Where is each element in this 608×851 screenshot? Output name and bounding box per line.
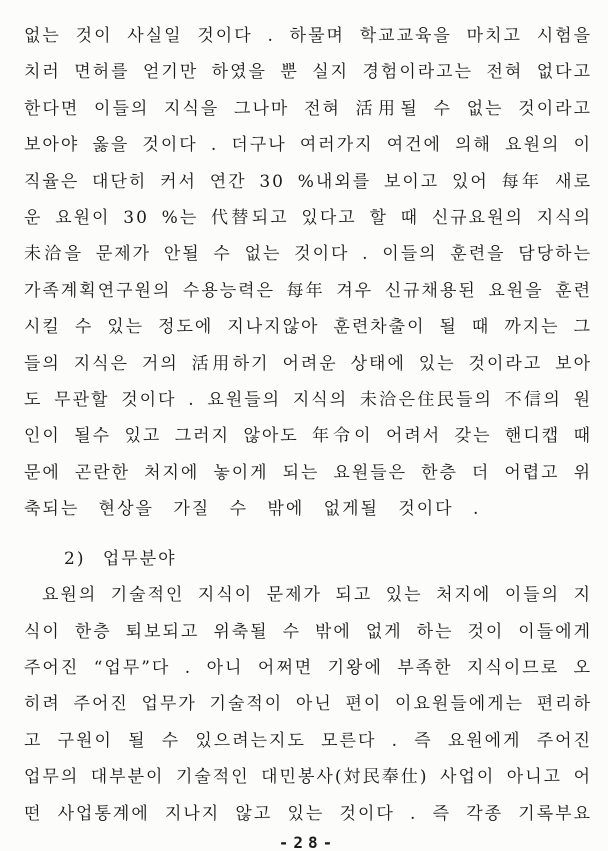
page-number: -28- bbox=[278, 832, 338, 851]
text-line: 들의 지식은 거의 活用하기 어려운 상태에 있는 것이라고 보아 bbox=[24, 353, 592, 374]
text-line: 히려 주어진 업무가 기술적이 아닌 편이 이요원들에게는 편리하 bbox=[24, 694, 592, 715]
paragraph-2 bbox=[24, 577, 592, 832]
text-line: 치러 면허를 얻기만 하였을 뿐 실지 경험이라고는 전혀 없다고 bbox=[24, 62, 592, 83]
text-line: 도 무관할 것이다 . 요원들의 지식의 未洽은住民들의 不信의 원 bbox=[24, 390, 592, 411]
text-line: 운 요원이 30 %는 代替되고 있다고 할 때 신규요원의 지식의 bbox=[24, 208, 592, 229]
text-line: 인이 될수 있고 그러지 않아도 年令이 어려서 갖는 핸디캡 때 bbox=[24, 426, 592, 447]
text-line: 축되는 현상을 가질 수 밖에 없게될 것이다 . bbox=[24, 499, 481, 520]
text-line: 요원의 기술적인 지식이 문제가 되고 있는 처지에 이들의 지 bbox=[42, 585, 592, 606]
text-line: 보아야 옳을 것이다 . 더구나 여러가지 여건에 의해 요원의 이 bbox=[24, 135, 592, 156]
text-line: 떤 사업통계에 지나지 않고 있는 것이다 . 즉 각종 기록부요 bbox=[24, 803, 592, 824]
text-line: 시킬 수 있는 정도에 지나지않아 훈련차출이 될 때 까지는 그 bbox=[24, 317, 592, 338]
text-line: 未洽을 문제가 안될 수 없는 것이다 . 이들의 훈련을 담당하는 bbox=[24, 244, 592, 265]
text-line: 식이 한층 퇴보되고 위축될 수 밖에 없게 하는 것이 이들에게 bbox=[24, 621, 592, 642]
text-line: 주어진 “업무”다 . 아니 어쩌면 기왕에 부족한 지식이므로 오 bbox=[24, 657, 592, 678]
section-heading: 2) 업무분야 bbox=[64, 548, 177, 569]
text-line: 없는 것이 사실일 것이다 . 하물며 학교교육을 마치고 시험을 bbox=[24, 26, 592, 46]
text-line: 가족계획연구원의 수용능력은 每年 겨우 신규채용된 요원을 훈련 bbox=[24, 280, 592, 301]
text-line: 한다면 이들의 지식을 그나마 전혀 活用될 수 없는 것이라고 bbox=[24, 98, 592, 119]
text-line: 업무의 대부분이 기술적인 대민봉사(対民奉仕) 사업이 아니고 어 bbox=[24, 767, 592, 788]
paragraph-1 bbox=[24, 18, 592, 528]
text-line: 고 구원이 될 수 있으려는지도 모른다 . 즉 요원에게 주어진 bbox=[24, 730, 592, 751]
text-line: 직율은 대단히 커서 연간 30 %내외를 보이고 있어 每年 새로 bbox=[24, 171, 592, 192]
text-line: 문에 곤란한 처지에 놓이게 되는 요원들은 한층 더 어렵고 위 bbox=[24, 462, 592, 483]
